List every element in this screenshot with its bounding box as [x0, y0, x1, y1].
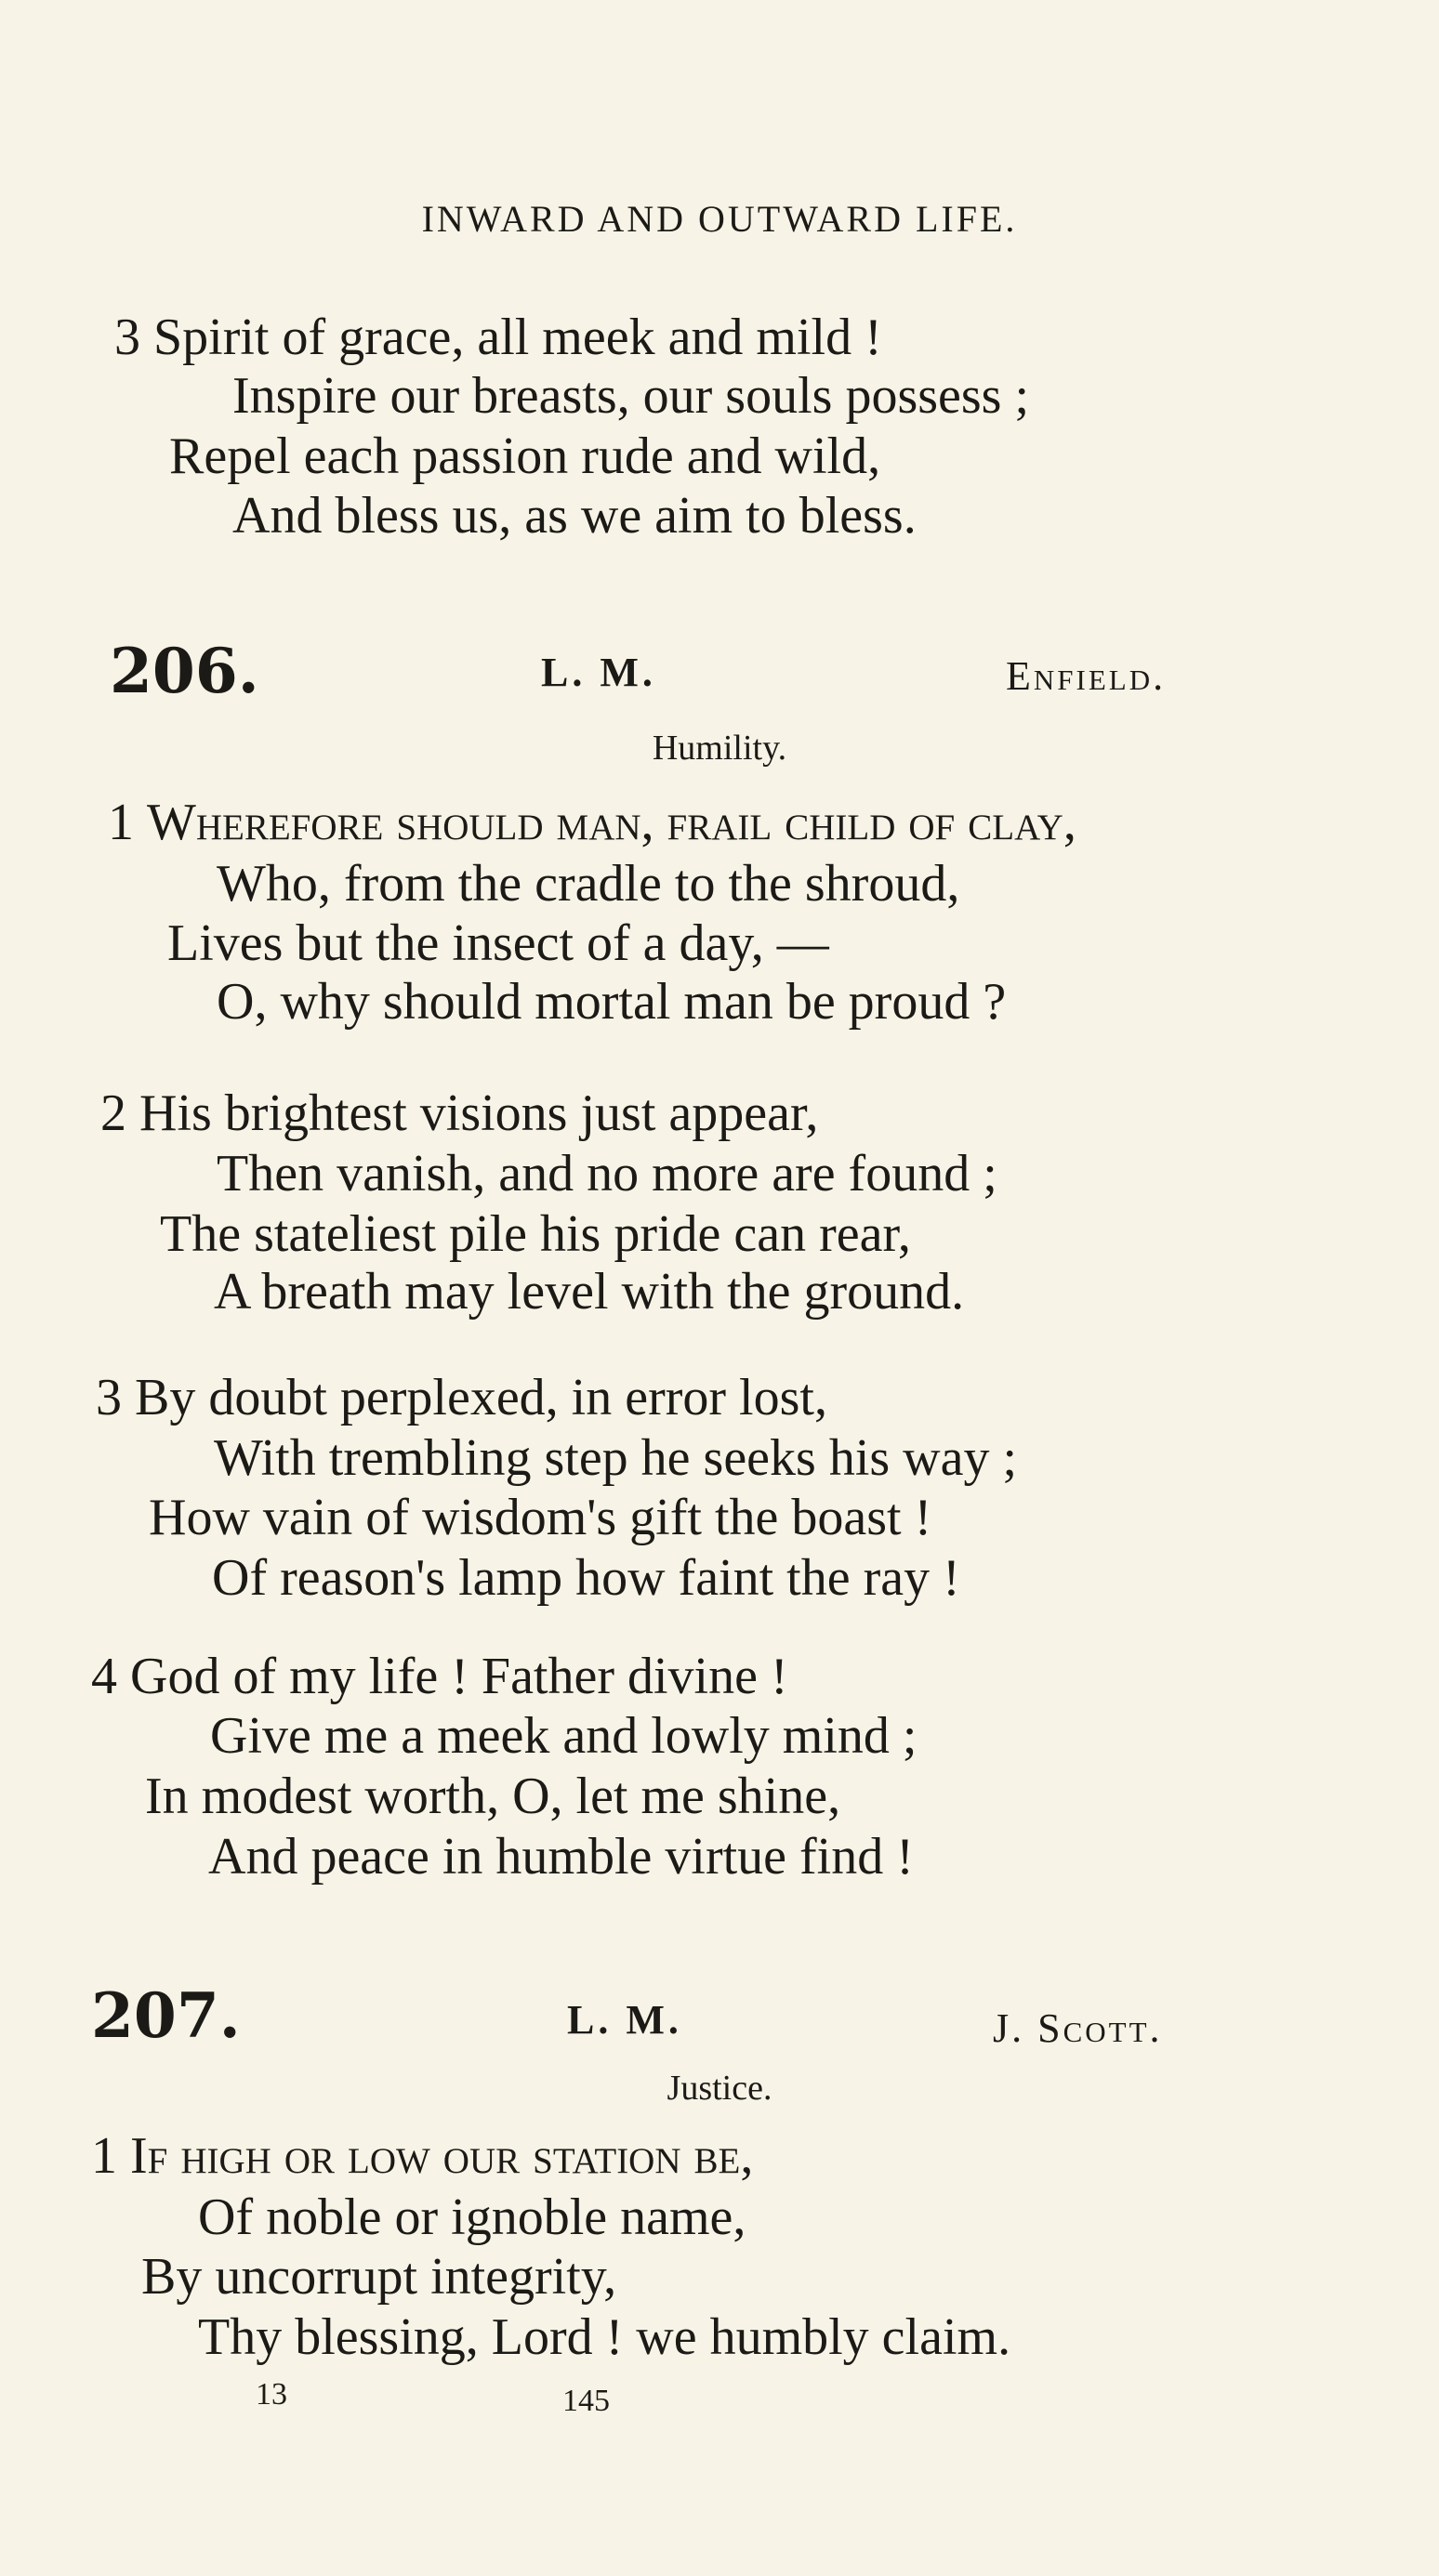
stanza-line: Repel each passion rude and wild, [169, 427, 881, 485]
hymn-meter: L. M. [541, 650, 656, 695]
stanza-line: And peace in humble virtue find ! [208, 1828, 914, 1886]
stanza-line: How vain of wisdom's gift the boast ! [149, 1489, 932, 1546]
stanza-line: O, why should mortal man be proud ? [217, 973, 1007, 1031]
stanza-line: 1 If high or low our station be, [91, 2127, 754, 2185]
stanza-line: Thy blessing, Lord ! we humbly claim. [198, 2308, 1011, 2366]
hymn-subject: Humility. [652, 729, 787, 768]
stanza-line: 1 Wherefore should man, frail child of clay, [108, 794, 1076, 851]
stanza-line: With trembling step he seeks his way ; [214, 1429, 1018, 1487]
hymn-composer: J. Scott. [993, 2005, 1163, 2051]
stanza-line: Lives but the insect of a day, — [167, 914, 829, 972]
hymn-composer: Enfield. [1006, 653, 1167, 699]
hymn-subject: Justice. [667, 2069, 772, 2108]
stanza-line: 4 God of my life ! Father divine ! [91, 1648, 788, 1705]
stanza-number: 1 [108, 794, 134, 851]
stanza-number: 1 [91, 2127, 117, 2185]
stanza-line: Of noble or ignoble name, [198, 2188, 746, 2246]
stanza-line: 2 His brightest visions just appear, [100, 1084, 819, 1142]
stanza-line: Of reason's lamp how faint the ray ! [212, 1549, 960, 1607]
stanza-line: And bless us, as we aim to bless. [232, 487, 917, 545]
signature-mark: 13 [256, 2377, 287, 2412]
stanza-line: Inspire our breasts, our souls possess ; [232, 367, 1030, 425]
hymn-meter: L. M. [567, 1997, 682, 2043]
hymn-number: 207. [91, 1979, 241, 2052]
stanza-line: 3 By doubt perplexed, in error lost, [96, 1369, 827, 1426]
stanza-line: Then vanish, and no more are found ; [217, 1145, 997, 1203]
page-number: 145 [562, 2384, 610, 2418]
hymn-number: 206. [110, 635, 259, 707]
stanza-number: 2 [100, 1084, 126, 1142]
stanza-number: 4 [91, 1648, 117, 1705]
stanza-number: 3 [114, 309, 140, 366]
stanza-line: A breath may level with the ground. [214, 1263, 965, 1321]
stanza-line: 3 Spirit of grace, all meek and mild ! [114, 309, 882, 366]
running-head: INWARD AND OUTWARD LIFE. [421, 198, 1018, 240]
stanza-line: Give me a meek and lowly mind ; [210, 1707, 918, 1765]
stanza-line: Who, from the cradle to the shroud, [217, 855, 960, 913]
stanza-number: 3 [96, 1369, 122, 1426]
stanza-line: In modest worth, O, let me shine, [145, 1768, 841, 1825]
stanza-line: By uncorrupt integrity, [141, 2248, 617, 2306]
stanza-line: The stateliest pile his pride can rear, [160, 1205, 911, 1263]
